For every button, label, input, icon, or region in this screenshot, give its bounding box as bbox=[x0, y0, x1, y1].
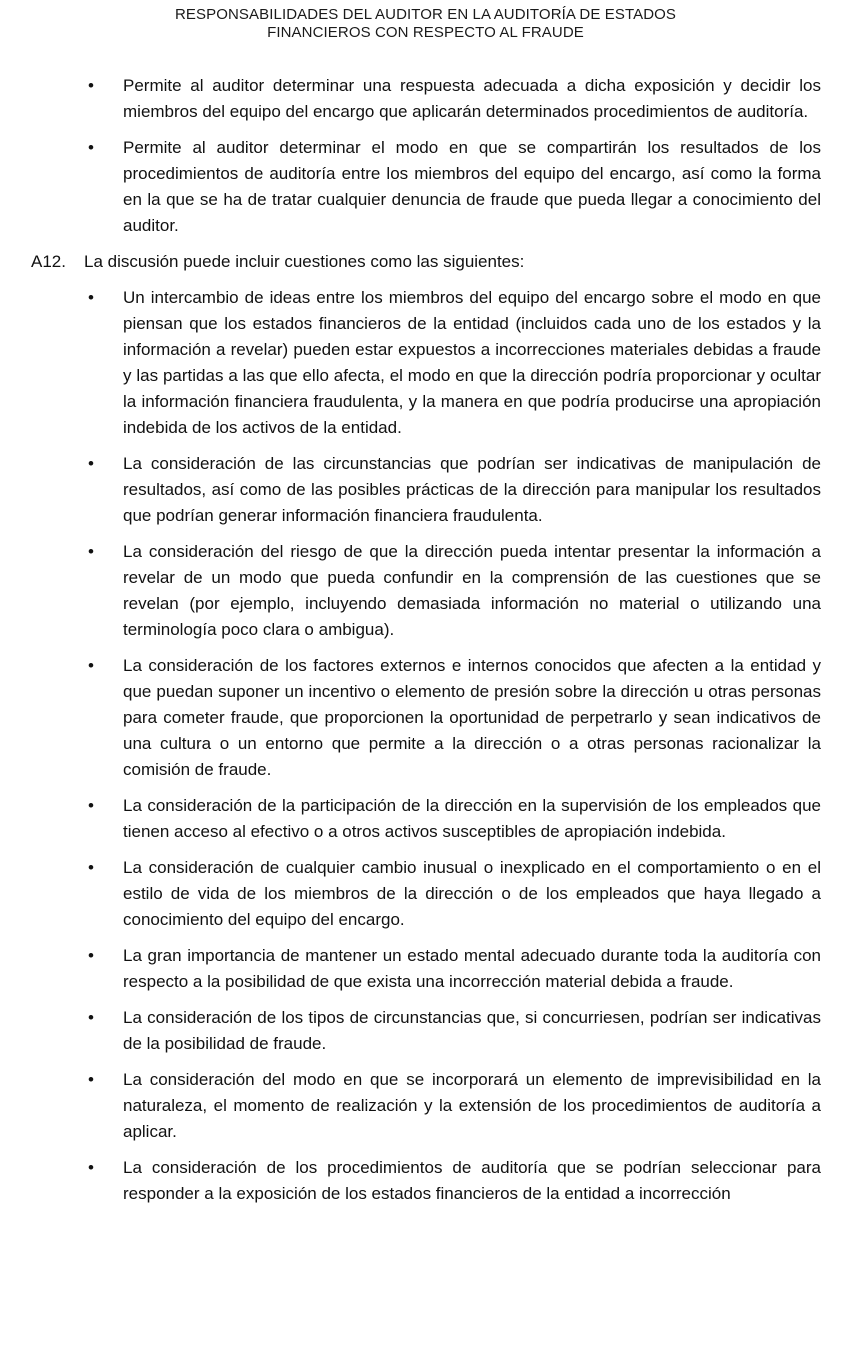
paragraph-text: La discusión puede incluir cuestiones como las siguientes: bbox=[84, 252, 525, 271]
numbered-paragraph-a12 bbox=[31, 249, 821, 275]
bullet-icon: • bbox=[88, 796, 94, 815]
header-line-1: RESPONSABILIDADES DEL AUDITOR EN LA AUDITORÍA DE ESTADOS bbox=[174, 6, 677, 23]
intro-bullet-item bbox=[88, 73, 821, 125]
bullet-item bbox=[88, 539, 821, 643]
bullet-item bbox=[88, 1155, 821, 1207]
bullet-text: La consideración del modo en que se incorporará un elemento de imprevisibilidad en la naturaleza, el momento de realización y la extensión de los procedimientos de auditoría a aplicar. bbox=[123, 1070, 821, 1141]
bullet-text: Permite al auditor determinar el modo en que se compartirán los resultados de los procedimientos de auditoría entre los miembros del equipo del encargo, así como la forma en la que se ha de tratar cualquier denuncia de fraude que pueda llegar a conocimiento del auditor. bbox=[123, 138, 821, 235]
bullet-item bbox=[88, 1067, 821, 1145]
bullet-text: Un intercambio de ideas entre los miembros del equipo del encargo sobre el modo en que piensan que los estados financieros de la entidad (incluidos cada uno de los estados y la información a revelar) pueden estar expuestos a incorrecciones materiales debidas a fraude y las partidas a las que ello afecta, el modo en que la dirección podría proporcionar y ocultar la información financiera fraudulenta, y la manera en que podría producirse una apropiación indebida de los activos de la entidad. bbox=[123, 288, 821, 437]
bullet-icon: • bbox=[88, 76, 94, 95]
bullet-text: Permite al auditor determinar una respuesta adecuada a dicha exposición y decidir los miembros del equipo del encargo que aplicarán determinados procedimientos de auditoría. bbox=[123, 76, 821, 121]
bullet-item bbox=[88, 1005, 821, 1057]
intro-bullet-item bbox=[88, 135, 821, 239]
bullet-icon: • bbox=[88, 656, 94, 675]
bullet-text: La consideración de los procedimientos de auditoría que se podrían seleccionar para responder a la exposición de los estados financieros de la entidad a incorrección bbox=[123, 1158, 821, 1203]
bullet-text: La consideración de la participación de la dirección en la supervisión de los empleados que tienen acceso al efectivo o a otros activos susceptibles de apropiación indebida. bbox=[123, 796, 821, 841]
bullet-icon: • bbox=[88, 1158, 94, 1177]
bullet-icon: • bbox=[88, 946, 94, 965]
bullet-item bbox=[88, 793, 821, 845]
bullet-item bbox=[88, 653, 821, 783]
bullet-text: La consideración de las circunstancias que podrían ser indicativas de manipulación de resultados, así como de las posibles prácticas de la dirección para manipular los resultados que podrían generar información financiera fraudulenta. bbox=[123, 454, 821, 525]
bullet-icon: • bbox=[88, 454, 94, 473]
bullet-item bbox=[88, 451, 821, 529]
bullet-item bbox=[88, 943, 821, 995]
document-body bbox=[0, 73, 851, 1217]
bullet-icon: • bbox=[88, 542, 94, 561]
paragraph-number: A12. bbox=[31, 252, 66, 271]
header-line-2: FINANCIEROS CON RESPECTO AL FRAUDE bbox=[267, 24, 584, 41]
bullet-icon: • bbox=[88, 1008, 94, 1027]
bullet-item bbox=[88, 855, 821, 933]
bullet-text: La consideración de los factores externos e internos conocidos que afecten a la entidad y que puedan suponer un incentivo o elemento de presión sobre la dirección u otras personas para cometer fraude, que proporcionen la oportunidad de perpetrarlo y sean indicativos de una cultura o un entorno que permite a la dirección o a otras personas racionalizar la comisión de fraude. bbox=[123, 656, 821, 779]
bullet-text: La consideración de los tipos de circunstancias que, si concurriesen, podrían ser indicativas de la posibilidad de fraude. bbox=[123, 1008, 821, 1053]
bullet-text: La consideración del riesgo de que la dirección pueda intentar presentar la información a revelar de un modo que pueda confundir en la comprensión de las cuestiones que se revelan (por ejemplo, incluyendo demasiada información no material o utilizando una terminología poco clara o ambigua). bbox=[123, 542, 821, 639]
page-header bbox=[0, 6, 851, 42]
bullet-icon: • bbox=[88, 138, 94, 157]
bullet-item bbox=[88, 285, 821, 441]
bullet-text: La consideración de cualquier cambio inusual o inexplicado en el comportamiento o en el estilo de vida de los miembros de la dirección o de los empleados que haya llegado a conocimiento del equipo del encargo. bbox=[123, 858, 821, 929]
bullet-icon: • bbox=[88, 1070, 94, 1089]
bullet-text: La gran importancia de mantener un estado mental adecuado durante toda la auditoría con respecto a la posibilidad de que exista una incorrección material debida a fraude. bbox=[123, 946, 821, 991]
bullet-icon: • bbox=[88, 858, 94, 877]
bullet-icon: • bbox=[88, 288, 94, 307]
